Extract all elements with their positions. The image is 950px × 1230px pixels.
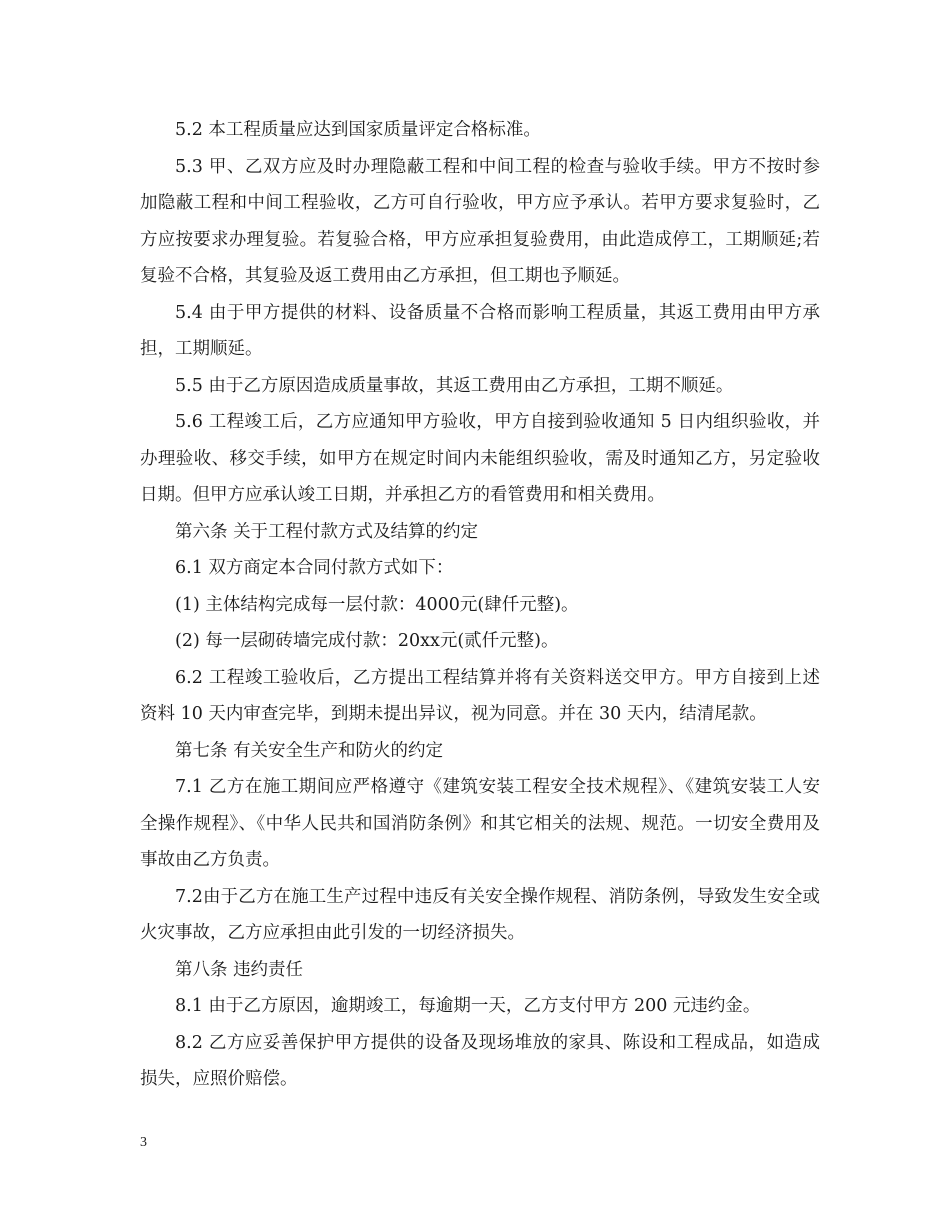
paragraph: 7.2由于乙方在施工生产过程中违反有关安全操作规程、消防条例，导致发生安全或火灾事故，乙方应承担由此引发的一切经济损失。 xyxy=(140,886,820,943)
section-heading: 第六条 关于工程付款方式及结算的约定 xyxy=(175,521,479,542)
section-heading: 第八条 违约责任 xyxy=(175,959,304,980)
paragraph: 5.3 甲、乙双方应及时办理隐蔽工程和中间工程的检查与验收手续。甲方不按时参加隐蔽工程和中间工程验收，乙方可自行验收，甲方应予承认。若甲方要求复验时，乙方应按要求办理复验。若复验合格，甲方应承担复验费用，由此造成停工，工期顺延;若复验不合格，其复验及返工费用由乙方承担，但工期也予顺延。 xyxy=(140,156,820,286)
paragraph: 7.1 乙方在施工期间应严格遵守《建筑安装工程安全技术规程》、《建筑安装工人安全操作规程》、《中华人民共和国消防条例》和其它相关的法规、规范。一切安全费用及事故由乙方负责。 xyxy=(140,777,820,870)
page-number: 3 xyxy=(140,1135,147,1150)
paragraph: 6.1 双方商定本合同付款方式如下： xyxy=(175,558,454,578)
paragraph: 5.6 工程竣工后，乙方应通知甲方验收，甲方自接到验收通知 5 日内组织验收，并办理验收、移交手续，如甲方在规定时间内未能组织验收，需及时通知乙方，另定验收日期。但甲方应承认竣工日期，并承担乙方的看管费用和相关费用。 xyxy=(140,412,820,505)
paragraph: 6.2 工程竣工验收后，乙方提出工程结算并将有关资料送交甲方。甲方自接到上述资料 10 天内审查完毕，到期未提出异议，视为同意。并在 30 天内，结清尾款。 xyxy=(140,667,820,724)
paragraph: 8.1 由于乙方原因，逾期竣工，每逾期一天，乙方支付甲方 200 元违约金。 xyxy=(175,996,761,1016)
list-item: (2) 每一层砌砖墙完成付款：20xx元(贰仟元整)。 xyxy=(175,631,559,651)
section-heading: 第七条 有关安全生产和防火的约定 xyxy=(175,740,444,761)
paragraph: 8.2 乙方应妥善保护甲方提供的设备及现场堆放的家具、陈设和工程成品，如造成损失，应照价赔偿。 xyxy=(140,1032,820,1089)
paragraph: 5.5 由于乙方原因造成质量事故，其返工费用由乙方承担，工期不顺延。 xyxy=(175,375,734,396)
paragraph: 5.4 由于甲方提供的材料、设备质量不合格而影响工程质量，其返工费用由甲方承担，工期顺延。 xyxy=(140,302,820,359)
list-item: (1) 主体结构完成每一层付款：4000元(肆仟元整)。 xyxy=(175,594,579,615)
paragraph: 5.2 本工程质量应达到国家质量评定合格标准。 xyxy=(175,120,541,140)
document-body xyxy=(140,112,820,1098)
